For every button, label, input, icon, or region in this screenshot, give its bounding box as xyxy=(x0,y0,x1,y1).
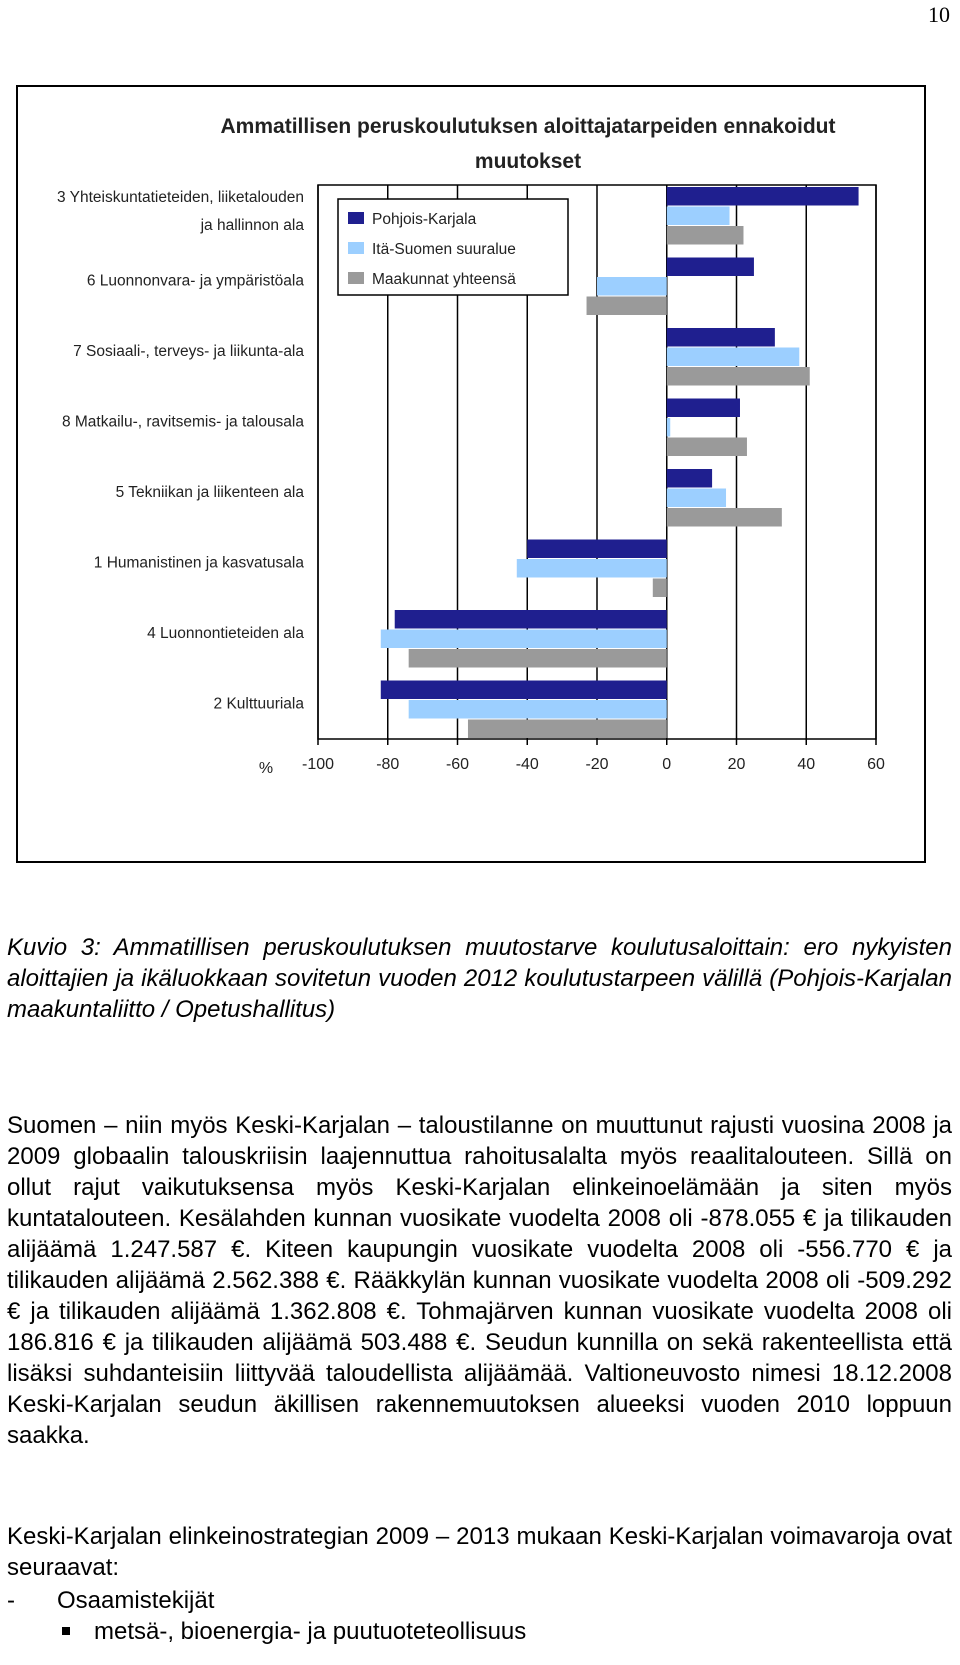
bar xyxy=(667,187,859,206)
legend-label: Maakunnat yhteensä xyxy=(372,271,516,288)
bar xyxy=(667,418,670,437)
x-tick-label: 60 xyxy=(867,756,885,773)
figure-caption: Kuvio 3: Ammatillisen peruskoulutuksen muutostarve koulutusaloittain: ero nykyisten aloittajien ja ikäluokkaan sovitetun vuoden 2012 koulutustarpeen välillä (Pohjois-Karjalan maakuntaliitto / Opetushallitus) xyxy=(7,934,952,1023)
list-item-text: Osaamistekijät xyxy=(57,1587,215,1614)
dash-marker: - xyxy=(7,1587,15,1614)
bar xyxy=(667,348,800,367)
bar xyxy=(667,367,810,386)
x-tick-label: 20 xyxy=(727,756,746,773)
category-label: 4 Luonnontieteiden ala xyxy=(147,625,304,642)
bar xyxy=(587,297,667,316)
x-tick-label: -40 xyxy=(515,756,539,773)
legend-swatch xyxy=(348,212,364,224)
bar xyxy=(468,720,667,739)
bar xyxy=(667,226,744,245)
category-label: 7 Sosiaali-, terveys- ja liikunta-ala xyxy=(73,343,304,360)
x-tick-label: 0 xyxy=(662,756,672,773)
legend-label: Itä-Suomen suuralue xyxy=(372,241,516,258)
x-tick-label: 40 xyxy=(797,756,816,773)
list-item-dash xyxy=(7,1585,214,1616)
bar xyxy=(667,469,712,488)
bar xyxy=(667,438,747,457)
legend-swatch xyxy=(348,272,364,284)
bar xyxy=(409,700,667,719)
bar xyxy=(653,579,667,598)
page-number: 10 xyxy=(928,2,950,27)
body-paragraph-2: Keski-Karjalan elinkeinostrategian 2009 – 2013 mukaan Keski-Karjalan voimavaroja ovat seuraavat: xyxy=(7,1523,952,1581)
list-item-bullet xyxy=(62,1616,526,1647)
bar xyxy=(517,559,667,578)
bar xyxy=(667,399,740,418)
legend-label: Pohjois-Karjala xyxy=(372,211,477,228)
bar xyxy=(395,610,667,629)
category-label: 5 Tekniikan ja liikenteen ala xyxy=(115,484,304,501)
category-label: 8 Matkailu-, ravitsemis- ja talousala xyxy=(61,413,304,431)
chart-frame xyxy=(16,85,926,863)
legend-swatch xyxy=(348,242,364,254)
bar xyxy=(667,258,754,277)
category-label: 1 Humanistinen ja kasvatusala xyxy=(93,554,304,572)
body-paragraph-1: Suomen – niin myös Keski-Karjalan – taloustilanne on muuttunut rajusti vuosina 2008 ja 2009 globaalin talouskriisin laajennuttua rahoitusalalta myös reaalitalouteen. Sillä on ollut rajut vaikutuksensa myös Keski-Karjalan elinkeinoelämään ja siten myös kuntatalouteen. Kesälahden kunnan vuosikate vuodelta 2008 oli -878.055 € ja tilikauden alijäämä 1.247.587 €. Kiteen kaupungin vuosikate vuodelta 2008 oli -556.770 € ja tilikauden alijäämä 2.562.388 €. Rääkkylän kunnan vuosikate vuodelta 2008 oli -509.292 € ja tilikauden alijäämä 1.362.808 €. Tohmajärven kunnan vuosikate vuodelta 2008 oli 186.816 € ja tilikauden alijäämä 503.488 €. Seudun kunnilla on sekä rakenteellista että lisäksi suhdanteisiin liittyvää taloudellista alijäämää. Valtioneuvosto nimesi 18.12.2008 Keski-Karjalan seudun äkillisen rakennemuutoksen alueeksi vuoden 2010 loppuun saakka. xyxy=(7,1112,952,1449)
bar xyxy=(667,508,782,527)
x-tick-label: -20 xyxy=(585,756,609,773)
square-bullet-icon xyxy=(62,1627,70,1635)
bar xyxy=(667,328,775,347)
x-tick-label: -60 xyxy=(445,756,470,773)
x-tick-label: -80 xyxy=(376,756,400,773)
bar xyxy=(409,649,667,668)
x-tick-label: -100 xyxy=(301,756,335,773)
x-axis-label: % xyxy=(258,760,274,777)
list-item-text: metsä-, bioenergia- ja puutuoteteollisuus xyxy=(94,1618,527,1645)
bar xyxy=(381,630,667,649)
bar xyxy=(381,681,667,700)
category-label: 6 Luonnonvara- ja ympäristöala xyxy=(86,272,304,290)
bar-chart xyxy=(18,87,924,861)
bar xyxy=(597,277,667,296)
category-label: 3 Yhteiskuntatieteiden, liiketalouden ja hallinnon ala xyxy=(56,189,304,234)
chart-title: Ammatillisen peruskoulutuksen aloittajatarpeiden ennakoidut muutokset xyxy=(220,115,836,173)
bar xyxy=(667,207,730,226)
bar xyxy=(667,489,726,508)
bar xyxy=(527,540,667,559)
category-label: 2 Kulttuuriala xyxy=(213,695,304,713)
